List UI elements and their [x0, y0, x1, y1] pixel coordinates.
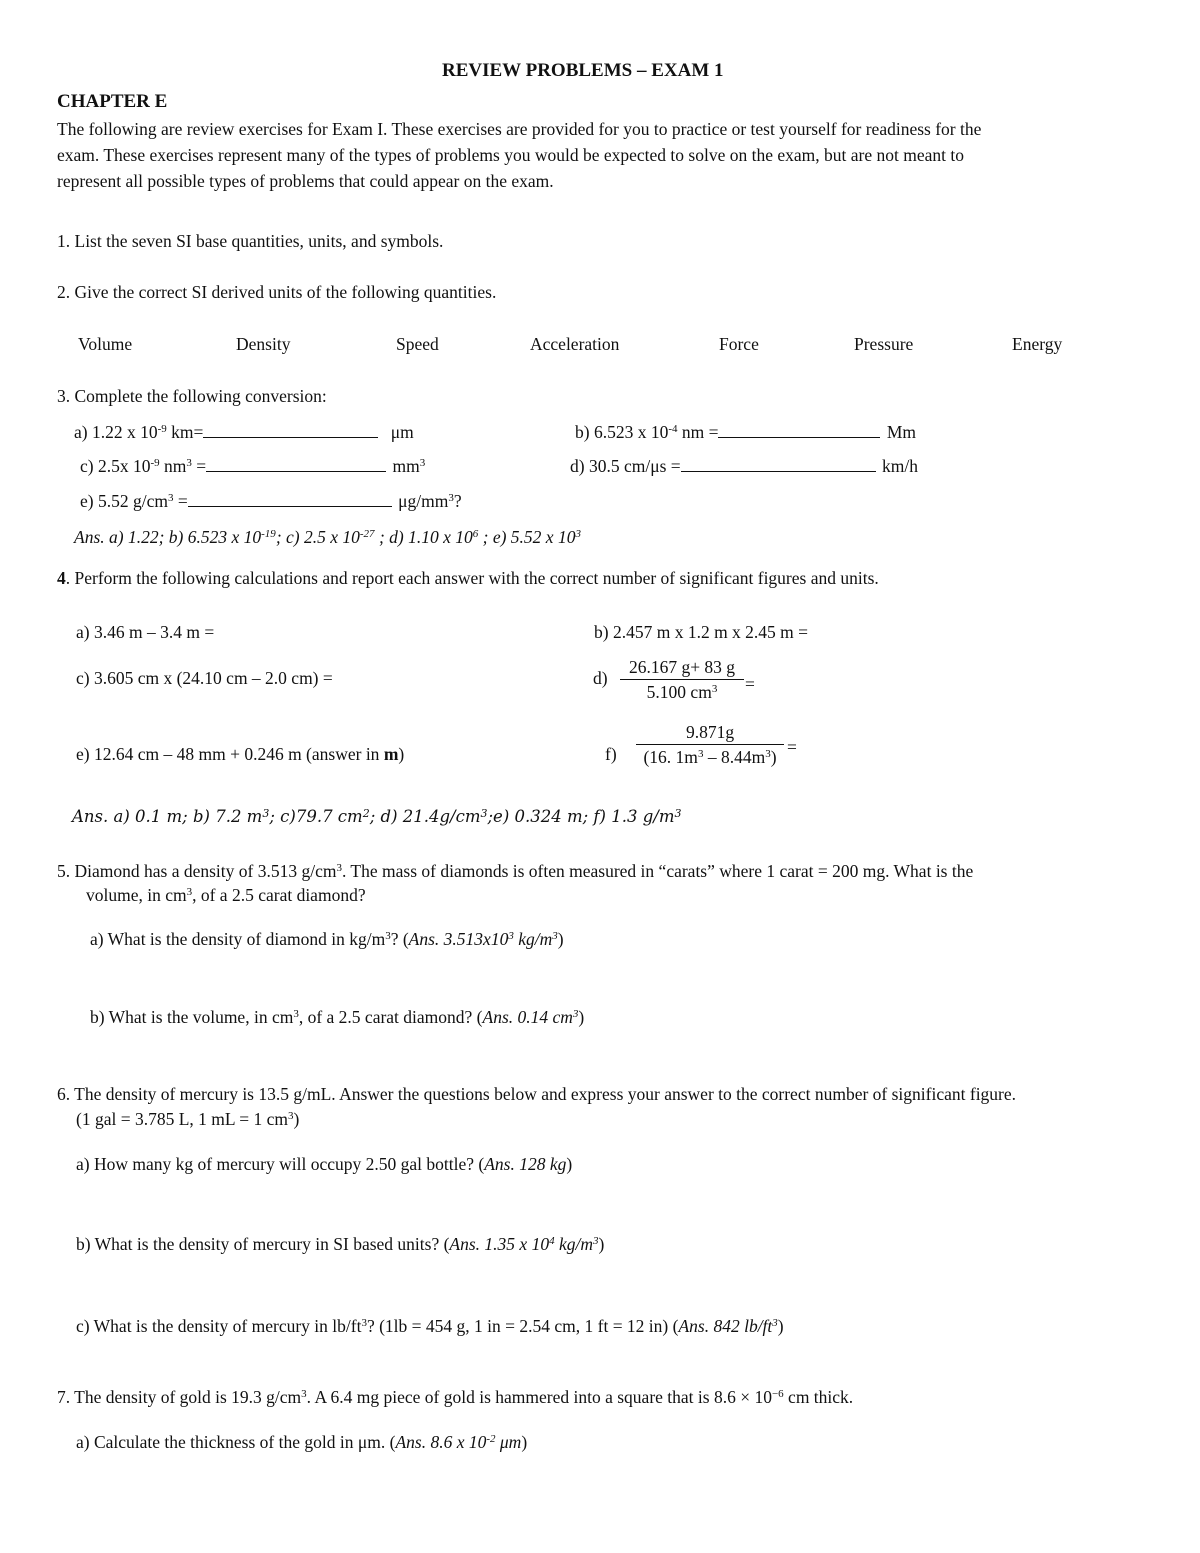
- q2-item-force: Force: [719, 334, 759, 354]
- q2-item-pressure: Pressure: [854, 334, 914, 354]
- chapter-heading: CHAPTER E: [57, 91, 168, 112]
- q4-d-equals: =: [745, 674, 755, 694]
- intro-line-1: The following are review exercises for Exam I. These exercises are provided for you to practice or test yourself for readiness for the: [57, 119, 982, 139]
- q4-d-numerator: 26.167 g+ 83 g: [628, 657, 736, 677]
- q2-item-volume: Volume: [78, 334, 133, 354]
- q4-a: a) 3.46 m – 3.4 m =: [76, 622, 215, 642]
- q3-a: a) 1.22 x $10^{-9}$ km= μm: [74, 422, 414, 442]
- q4-f-equals: =: [787, 737, 797, 757]
- q6-c: c) What is the density of mercury in $lb/ft^3$? (1lb = 454 g, 1 in = 2.54 cm, 1 ft = 12 in) (Ans. 842 $lb/ft^3$): [76, 1316, 784, 1336]
- question-2: 2. Give the correct SI derived units of the following quantities.: [57, 282, 497, 302]
- q5-a: a) What is the density of diamond in $kg/m^3$? (Ans. $3.513x10^3$ $kg/m^3$): [90, 929, 564, 949]
- intro-line-3: represent all possible types of problems that could appear on the exam.: [57, 171, 554, 191]
- q4-f-numerator: 9.871g: [685, 722, 735, 742]
- q4-d-denominator: 5.100 $cm^3$: [646, 682, 718, 702]
- q3-d: d) 30.5 cm/μs = km/h: [570, 456, 918, 476]
- question-3: 3. Complete the following conversion:: [57, 386, 327, 406]
- answer-blank[interactable]: [718, 423, 880, 438]
- q4-f-label: f): [605, 744, 617, 764]
- q5-b: b) What is the volume, in $cm^3$, of a 2.5 carat diamond? (Ans. 0.14 $cm^3$): [90, 1007, 585, 1027]
- q4-f-denominator: (16. $1m^3 - 8.44m^3$): [643, 747, 777, 767]
- answer-blank[interactable]: [681, 457, 876, 472]
- answer-blank[interactable]: [206, 457, 386, 472]
- question-5-line-1: 5. Diamond has a density of 3.513 $g/cm^3$. The mass of diamonds is often measured in “carats” where 1 carat = 200 mg. What is the: [57, 861, 974, 881]
- question-1: 1. List the seven SI base quantities, units, and symbols.: [57, 231, 444, 251]
- question-6-line-1: 6. The density of mercury is 13.5 g/mL. Answer the questions below and express your answer to the correct number of significant figure.: [57, 1084, 1017, 1104]
- q4-answers: Ans. a) 0.1 m; b) 7.2 $m^3$; c)79.7 $cm^2$; d) $21.4g/cm^3;e$) 0.324 m; f) 1.3 $g/m^3$: [72, 807, 682, 826]
- q3-b: b) 6.523 x $10^{-4}$ nm = Mm: [575, 422, 917, 442]
- answer-blank[interactable]: [203, 423, 378, 438]
- question-4: 4. Perform the following calculations and report each answer with the correct number of significant figures and units.: [57, 568, 879, 588]
- answer-blank[interactable]: [188, 492, 392, 507]
- q6-a: a) How many kg of mercury will occupy 2.50 gal bottle? (Ans. 128 kg): [76, 1154, 573, 1174]
- intro-line-2: exam. These exercises represent many of the types of problems you would be expected to solve on the exam, but are not meant to: [57, 145, 964, 165]
- q2-item-energy: Energy: [1012, 334, 1063, 354]
- q4-c: c) 3.605 cm x (24.10 cm – 2.0 cm) =: [76, 668, 333, 688]
- q4-d-fraction: [620, 656, 744, 703]
- q4-f-fraction: [636, 721, 784, 768]
- q3-e: e) 5.52 $g/cm^3 = \mu g/mm^3$?: [80, 491, 462, 511]
- page-title: REVIEW PROBLEMS – EXAM 1: [442, 60, 724, 81]
- q7-a: a) Calculate the thickness of the gold in μm. (Ans. 8.6 x $10^{-2}$ μm): [76, 1432, 528, 1452]
- q6-b: b) What is the density of mercury in SI based units? (Ans. 1.35 x $10^4$ $kg/m^3$): [76, 1234, 605, 1254]
- q2-item-speed: Speed: [396, 334, 439, 354]
- question-7: 7. The density of gold is 19.3 $g/cm^3$. A 6.4 mg piece of gold is hammered into a square that is $8.6 \times 10^{-6}$ cm thick.: [57, 1387, 854, 1407]
- q3-answers: Ans. a) 1.22; b) 6.523 x $10^{-19}$; c) 2.5 x $10^{-27}$ ; d) 1.10 x $10^6$ ; e) 5.52 x $10^3$: [74, 527, 581, 547]
- q2-item-acceleration: Acceleration: [530, 334, 620, 354]
- q4-d-label: d): [593, 668, 608, 688]
- fraction-bar: [636, 744, 784, 745]
- q3-c: c) 2.5x $10^{-9}$ $nm^3 = mm^3$: [80, 456, 426, 476]
- q2-item-density: Density: [236, 334, 291, 354]
- q4-e: e) 12.64 cm – 48 mm + 0.246 m (answer in m): [76, 744, 405, 764]
- question-6-line-2: (1 gal = 3.785 L, 1 mL = 1 $cm^3$): [76, 1109, 300, 1129]
- q4-b: b) 2.457 m x 1.2 m x 2.45 m =: [594, 622, 809, 642]
- question-5-line-2: volume, in $cm^3$, of a 2.5 carat diamond?: [86, 885, 366, 905]
- fraction-bar: [620, 679, 744, 680]
